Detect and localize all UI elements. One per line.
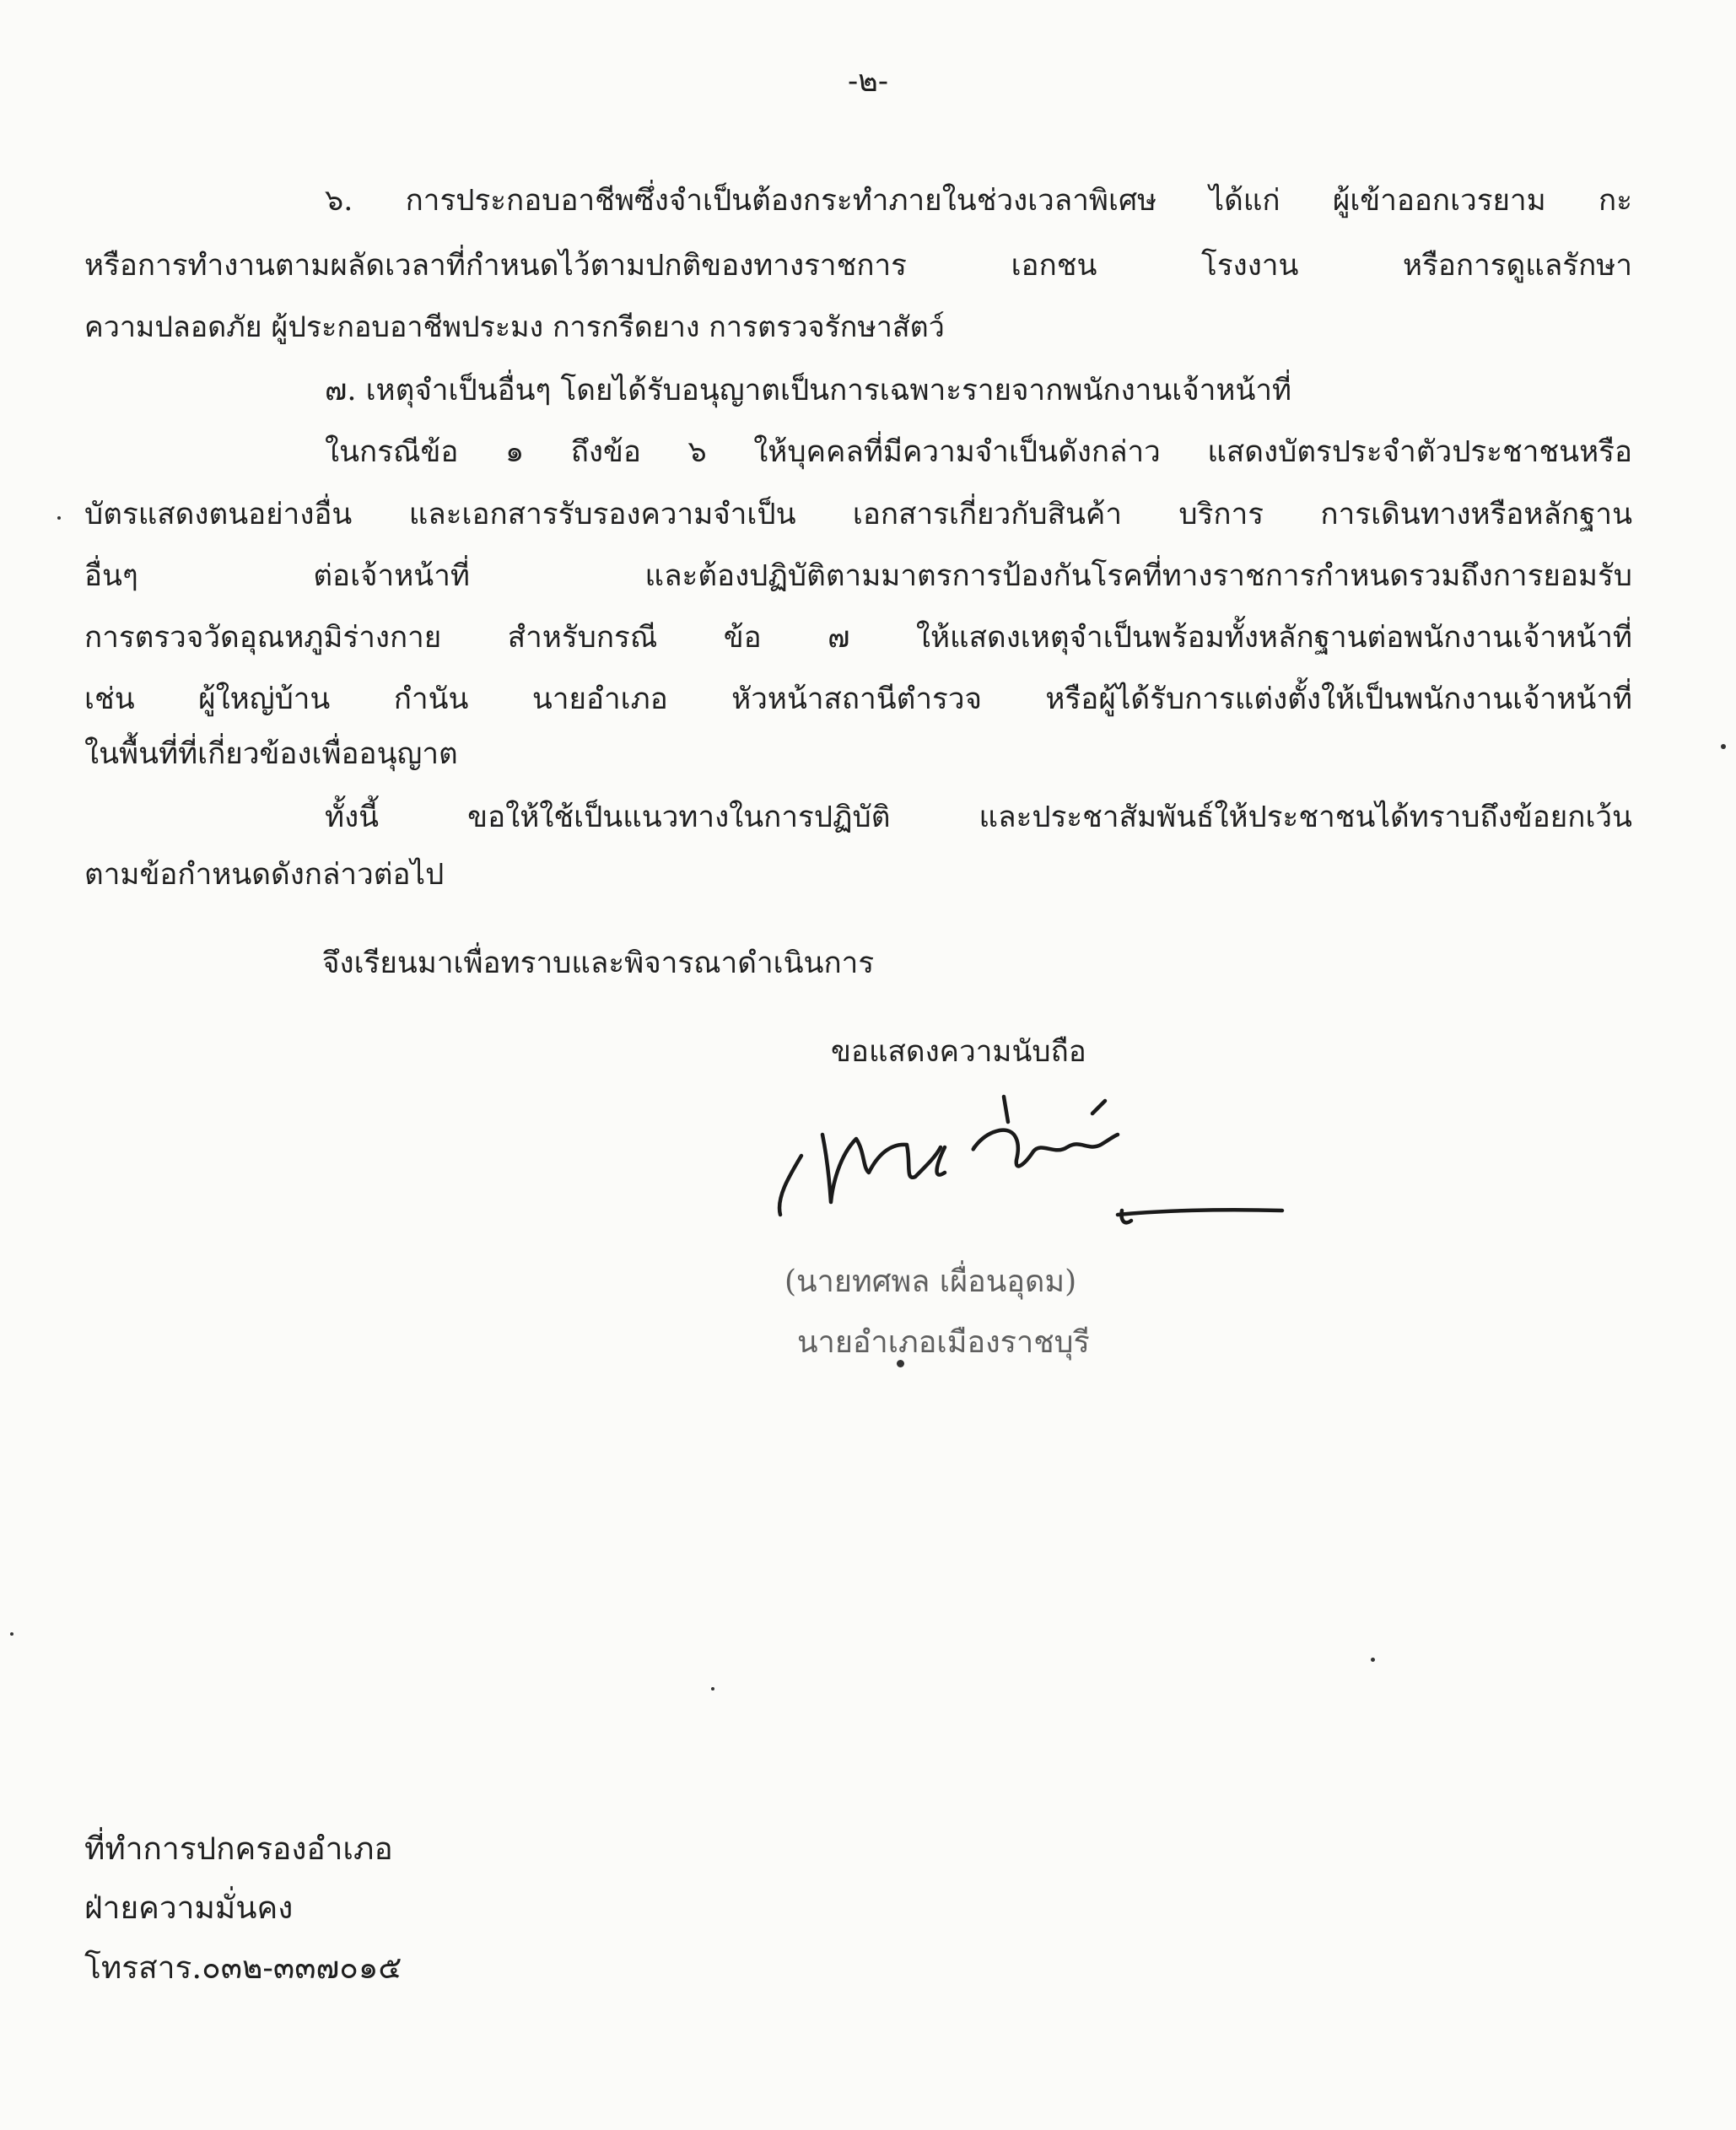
paragraph-8-line-5: เช่น ผู้ใหญ่บ้าน กำนัน นายอำเภอ หัวหน้าสถานีตำรวจ หรือผู้ได้รับการแต่งตั้งให้เป็นพนักงานเจ้าหน้าที่	[84, 682, 1632, 716]
closing-line: ขอแสดงความนับถือ	[831, 1035, 1086, 1069]
scan-speck	[897, 1360, 904, 1367]
handwritten-signature	[763, 1076, 1303, 1244]
paragraph-7-line-1: ๗. เหตุจำเป็นอื่นๆ โดยได้รับอนุญาตเป็นการเฉพาะรายจากพนักงานเจ้าหน้าที่	[325, 374, 1292, 407]
scan-speck	[57, 516, 61, 520]
paragraph-9-line-2: ตามข้อกำหนดดังกล่าวต่อไป	[84, 858, 445, 892]
paragraph-9-line-1: ทั้งนี้ ขอให้ใช้เป็นแนวทางในการปฏิบัติ และประชาสัมพันธ์ให้ประชาชนได้ทราบถึงข้อยกเว้น	[325, 801, 1632, 834]
signatory-position: นายอำเภอเมืองราชบุรี	[797, 1325, 1090, 1360]
signatory-name: (นายทศพล เผื่อนอุดม)	[784, 1265, 1077, 1299]
paragraph-6-line-1: ๖. การประกอบอาชีพซึ่งจำเป็นต้องกระทำภายในช่วงเวลาพิเศษ ได้แก่ ผู้เข้าออกเวรยาม กะ	[325, 184, 1632, 218]
scan-speck	[1371, 1658, 1375, 1662]
paragraph-8-line-2: บัตรแสดงตนอย่างอื่น และเอกสารรับรองความจำเป็น เอกสารเกี่ยวกับสินค้า บริการ การเดินทางหรือหลักฐาน	[84, 498, 1632, 531]
paragraph-8-line-4: การตรวจวัดอุณหภูมิร่างกาย สำหรับกรณี ข้อ ๗ ให้แสดงเหตุจำเป็นพร้อมทั้งหลักฐานต่อพนักงานเจ้าหน้าที่	[84, 621, 1632, 655]
paragraph-8-line-6: ในพื้นที่ที่เกี่ยวข้องเพื่ออนุญาต	[84, 737, 458, 771]
request-line: จึงเรียนมาเพื่อทราบและพิจารณาดำเนินการ	[322, 946, 875, 980]
paragraph-8-line-3: อื่นๆ ต่อเจ้าหน้าที่ และต้องปฏิบัติตามมาตรการป้องกันโรคที่ทางราชการกำหนดรวมถึงการยอมรับ	[84, 559, 1632, 593]
paragraph-6-line-3: ความปลอดภัย ผู้ประกอบอาชีพประมง การกรีดยาง การตรวจรักษาสัตว์	[84, 310, 945, 344]
department-section: ฝ่ายความมั่นคง	[84, 1890, 294, 1926]
department-office: ที่ทำการปกครองอำเภอ	[84, 1831, 393, 1867]
scan-speck	[10, 1632, 13, 1636]
paragraph-8-line-1: ในกรณีข้อ ๑ ถึงข้อ ๖ ให้บุคคลที่มีความจำเป็นดังกล่าว แสดงบัตรประจำตัวประชาชนหรือ	[325, 435, 1632, 469]
department-fax: โทรสาร.๐๓๒-๓๓๗๐๑๕	[84, 1949, 402, 1986]
page-number: -๒-	[847, 64, 889, 99]
paragraph-6-line-2: หรือการทำงานตามผลัดเวลาที่กำหนดไว้ตามปกติของทางราชการ เอกชน โรงงาน หรือการดูแลรักษา	[84, 249, 1632, 283]
scan-speck	[1721, 744, 1726, 749]
scan-speck	[711, 1687, 714, 1691]
